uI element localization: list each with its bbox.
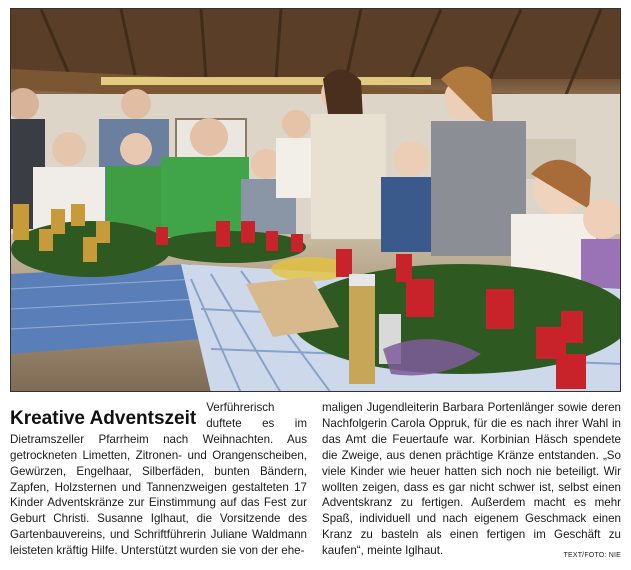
- article-body-part-2: maligen Jugendleiterin Barbara Portenlänger sowie deren Nachfolgerin Carola Oppruk, für die es nach ihrer Wahl in das Amt die Feuertaufe war. Korbinian Häsch spendete die Zweige, aus denen prächtige Kränze entstanden. „So viele Kinder wie heuer hatten sich noch nie beteiligt. Wir wollten zeigen, dass es gar nicht schwer ist, selbst einen Adventskranz zu fertigen. Außerdem macht es mehr Spaß, individuell und nach eigenem Geschmack einen Kranz zu basteln als einen fertigen im Geschäft zu kaufen“, meinte Iglhaut.: [322, 401, 621, 558]
- article-body-part-1: Verführerisch duftete es im Dietramszeller Pfarrheim nach Weihnachten. Aus getrockneten Limetten, Zitronen- und Orangenscheiben, Gewürzen, Engelhaar, Silberfäden, bunten Bändern, Zapfen, Holzsternen und Tannenzweigen gestalteten 17 Kinder Adventskränze zur Einstimmung auf das Fest zur Geburt Christi. Susanne Iglhaut, die Vorsitzende des Gartenbauvereins, und Schriftführerin Juliane Waldmann leisteten kräftig Hilfe. Unterstützt wurden sie von der ehe-: [10, 401, 307, 558]
- article-column-2: [322, 400, 621, 559]
- article-column-1: [10, 400, 307, 559]
- article-headline: Kreative Adventszeit: [10, 408, 197, 429]
- article-photo: [10, 8, 621, 392]
- article-text: [10, 400, 621, 558]
- photo-scene: [11, 9, 621, 392]
- photo-credit: TEXT/FOTO: NIE: [563, 552, 621, 559]
